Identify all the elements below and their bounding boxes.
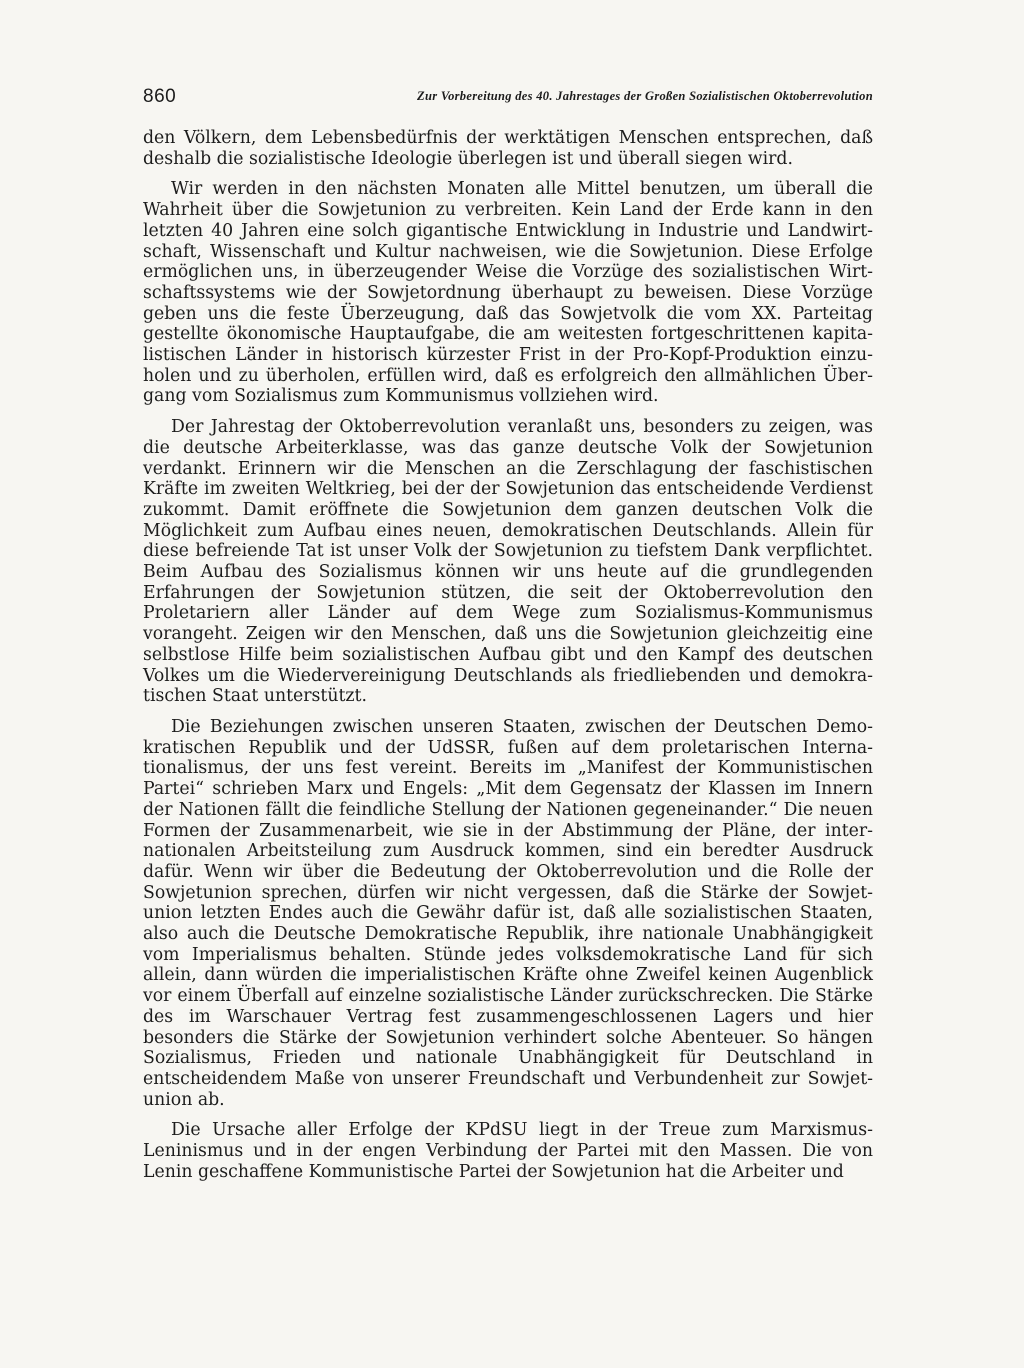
paragraph-2: Wir werden in den nächsten Monaten alle Mittel benutzen, um überall die Wahrheit über die Sowjetunion zu verbreiten. Kein Land der Erde kann in den letzten 40 Jahren eine solch gigantische Entwicklung in Industrie und Landwirtschaft, Wissenschaft und Kultur nachweisen, wie die Sowjetunion. Diese Erfolge ermöglichen uns, in überzeugender Weise die Vorzüge des sozialistischen Wirtschaftssystems wie der Sowjetordnung überhaupt zu beweisen. Diese Vorzüge geben uns die feste Überzeugung, daß das Sowjetvolk die vom XX. Parteitag gestellte ökonomische Hauptaufgabe, die am weitesten fortgeschrittenen kapitalistischen Länder in historisch kürzester Frist in der Pro-Kopf-Produktion einzuholen und zu überholen, erfüllen wird, daß es erfolgreich den allmählichen Übergang vom Sozialismus zum Kommunismus vollziehen wird. (143, 179, 873, 407)
paragraph-3: Der Jahrestag der Oktoberrevolution veranlaßt uns, besonders zu zeigen, was die deutsche Arbeiterklasse, was das ganze deutsche Volk der Sowjetunion verdankt. Erinnern wir die Menschen an die Zerschlagung der faschistischen Kräfte im zweiten Weltkrieg, bei der der Sowjetunion das entscheidende Verdienst zukommt. Damit eröffnete die Sowjetunion dem ganzen deutschen Volk die Möglichkeit zum Aufbau eines neuen, demokratischen Deutschlands. Allein für diese befreiende Tat ist unser Volk der Sowjetunion zu tiefstem Dank verpflichtet. Beim Aufbau des Sozialismus können wir uns heute auf die grundlegenden Erfahrungen der Sowjetunion stützen, die seit der Oktoberrevolution den Proletariern aller Länder auf dem Wege zum Sozialismus-Kommunismus vorangeht. Zeigen wir den Menschen, daß uns die Sowjetunion gleichzeitig eine selbstlose Hilfe beim sozialistischen Aufbau gibt und den Kampf des deutschen Volkes um die Wiedervereinigung Deutschlands als friedliebenden und demokratischen Staat unterstützt. (143, 417, 873, 707)
paragraph-4: Die Beziehungen zwischen unseren Staaten, zwischen der Deutschen Demokratischen Republik und der UdSSR, fußen auf dem proletarischen Internationalismus, der uns fest vereint. Bereits im „Manifest der Kommunistischen Partei“ schrieben Marx und Engels: „Mit dem Gegensatz der Klassen im Innern der Nationen fällt die feindliche Stellung der Nationen gegeneinander.“ Die neuen Formen der Zusammenarbeit, wie sie in der Abstimmung der Pläne, der internationalen Arbeitsteilung zum Ausdruck kommen, sind ein beredter Ausdruck dafür. Wenn wir über die Bedeutung der Oktoberrevolution und die Rolle der Sowjetunion sprechen, dürfen wir nicht vergessen, daß die Stärke der Sowjetunion letzten Endes auch die Gewähr dafür ist, daß alle sozialistischen Staaten, also auch die Deutsche Demokratische Republik, ihre nationale Unabhängigkeit vom Imperialismus behalten. Stünde jedes volksdemokratische Land für sich allein, dann würden die imperialistischen Kräfte ohne Zweifel keinen Augenblick vor einem Überfall auf einzelne sozialistische Länder zurückschrecken. Die Stärke des im Warschauer Vertrag fest zusammengeschlossenen Lagers und hier besonders die Stärke der Sowjetunion verhindert solche Abenteuer. So hängen Sozialismus, Frieden und nationale Unabhängigkeit für Deutschland in entscheidendem Maße von unserer Freundschaft und Verbundenheit zur Sowjetunion ab. (143, 716, 873, 1110)
running-header (143, 86, 873, 110)
page-number: 860 (143, 86, 177, 107)
body-text (143, 128, 873, 1192)
paragraph-1: den Völkern, dem Lebensbedürfnis der werktätigen Menschen entsprechen, daß deshalb die sozialistische Ideologie überlegen ist und überall siegen wird. (143, 128, 873, 169)
running-title: Zur Vorbereitung des 40. Jahrestages der Großen Sozialistischen Oktoberrevolution (417, 89, 873, 103)
paragraph-5: Die Ursache aller Erfolge der KPdSU liegt in der Treue zum Marxismus-Leninismus und in der engen Verbindung der Partei mit den Massen. Die von Lenin geschaffene Kommunistische Partei der Sowjetunion hat die Arbeiter und (143, 1120, 873, 1182)
